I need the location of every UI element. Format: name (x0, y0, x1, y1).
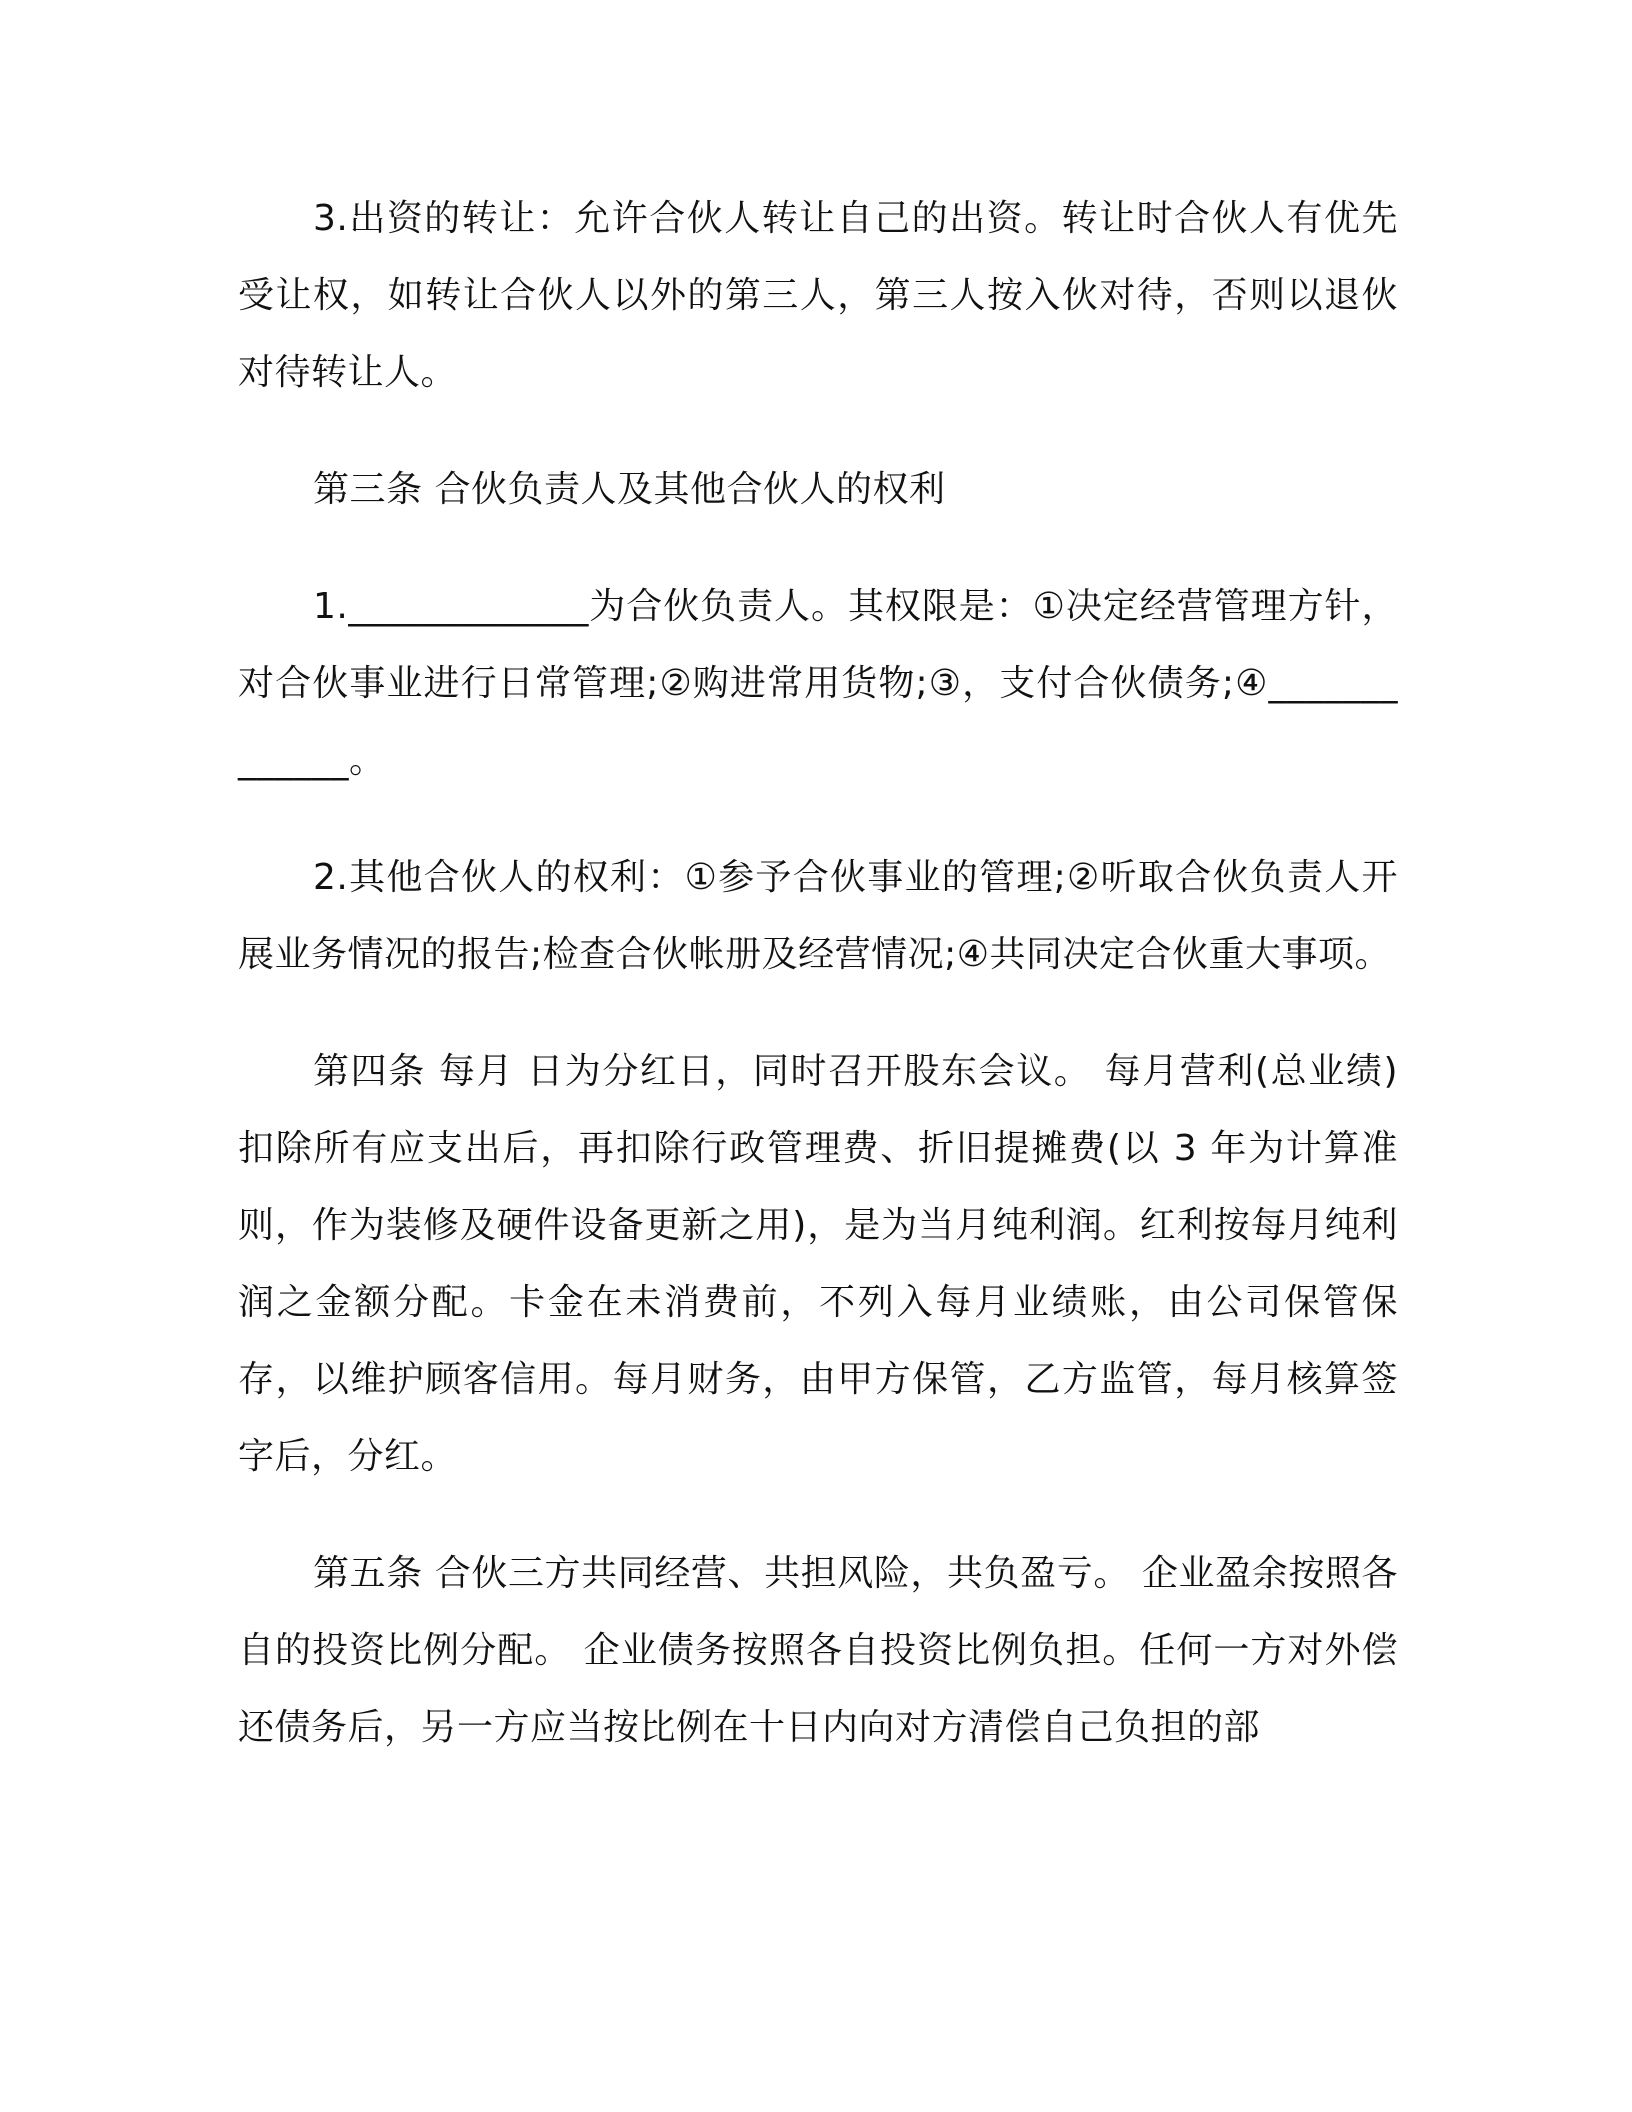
document-page (238, 180, 1398, 1806)
paragraph-other-partner-rights: 2.其他合伙人的权利：①参予合伙事业的管理;②听取合伙负责人开展业务情况的报告;检查合伙帐册及经营情况;④共同决定合伙重大事项。 (238, 857, 1398, 975)
paragraph-capital-transfer: 3.出资的转让：允许合伙人转让自己的出资。转让时合伙人有优先受让权，如转让合伙人以外的第三人，第三人按入伙对待，否则以退伙对待转让人。 (238, 198, 1398, 393)
paragraph-responsible-partner: 1._____________为合伙负责人。其权限是：①决定经营管理方针，对合伙事业进行日常管理;②购进常用货物;③，支付合伙债务;④_____________。 (238, 586, 1398, 781)
article-three-heading: 第三条 合伙负责人及其他合伙人的权利 (313, 469, 946, 510)
article-five-paragraph: 第五条 合伙三方共同经营、共担风险，共负盈亏。 企业盈余按照各自的投资比例分配。 企业债务按照各自投资比例负担。任何一方对外偿还债务后，另一方应当按比例在十日内向对方清偿自己负担的部 (238, 1553, 1398, 1748)
article-four-paragraph: 第四条 每月 日为分红日，同时召开股东会议。 每月营利(总业绩)扣除所有应支出后，再扣除行政管理费、折旧提摊费(以 3 年为计算准则，作为装修及硬件设备更新之用)，是为当月纯利润。红利按每月纯利润之金额分配。卡金在未消费前，不列入每月业绩账，由公司保管保存，以维护顾客信用。每月财务，由甲方保管，乙方监管，每月核算签字后，分红。 (238, 1051, 1398, 1477)
